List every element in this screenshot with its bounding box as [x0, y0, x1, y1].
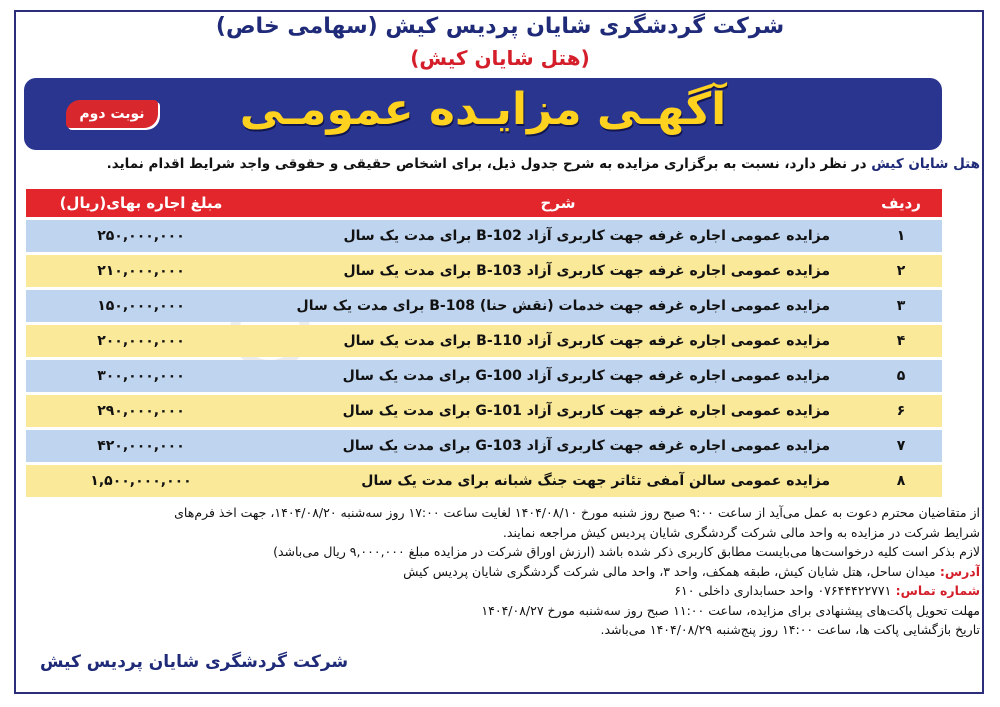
row-amount: ۲۰۰,۰۰۰,۰۰۰	[26, 325, 256, 357]
address-value: میدان ساحل، هتل شایان کیش، طبقه همکف، واحد ۳، واحد مالی شرکت گردشگری شایان پردیس کیش	[403, 563, 936, 579]
table-row	[26, 255, 942, 287]
row-amount: ۲۹۰,۰۰۰,۰۰۰	[26, 395, 256, 427]
second-round-badge: نوبت دوم	[66, 100, 158, 128]
row-index: ۱	[860, 220, 942, 252]
row-description: مزایده عمومی اجاره غرفه جهت کاربری آزاد B-102 برای مدت یک سال	[256, 220, 860, 252]
table-row	[26, 325, 942, 357]
phone-label: شماره تماس:	[891, 583, 980, 598]
hotel-subtitle: (هتل شایان کیش)	[410, 46, 590, 70]
row-description: مزایده عمومی اجاره غرفه جهت کاربری آزاد B-103 برای مدت یک سال	[256, 255, 860, 287]
table-header-row	[26, 189, 942, 217]
opening-date: تاریخ بازگشایی پاکت ها، ساعت ۱۴:۰۰ روز پنج‌شنبه ۱۴۰۴/۰۸/۲۹ می‌باشد.	[600, 622, 980, 637]
table-row	[26, 395, 942, 427]
phone-line	[20, 581, 980, 601]
row-amount: ۳۰۰,۰۰۰,۰۰۰	[26, 360, 256, 392]
row-index: ۷	[860, 430, 942, 462]
row-amount: ۴۲۰,۰۰۰,۰۰۰	[26, 430, 256, 462]
auction-banner	[24, 78, 942, 150]
row-amount: ۱۵۰,۰۰۰,۰۰۰	[26, 290, 256, 322]
row-description: مزایده عمومی سالن آمفی تئاتر جهت جنگ شبانه برای مدت یک سال	[256, 465, 860, 497]
company-title: شرکت گردشگری شایان پردیس کیش (سهامی خاص)	[215, 14, 785, 39]
row-amount: ۱,۵۰۰,۰۰۰,۰۰۰	[26, 465, 256, 497]
table-row	[26, 220, 942, 252]
row-amount: ۲۱۰,۰۰۰,۰۰۰	[26, 255, 256, 287]
submission-deadline: مهلت تحویل پاکت‌های پیشنهادی برای مزایده، ساعت ۱۱:۰۰ صبح روز سه‌شنبه مورخ ۱۴۰۴/۰۸/۲۷	[481, 602, 980, 618]
row-amount: ۲۵۰,۰۰۰,۰۰۰	[26, 220, 256, 252]
table-row	[26, 430, 942, 462]
row-index: ۳	[860, 290, 942, 322]
header-index: ردیف	[860, 189, 942, 217]
address-label: آدرس:	[935, 563, 980, 579]
header-amount: مبلغ اجاره بهای(ریال)	[26, 189, 256, 217]
notice-footer	[20, 503, 980, 640]
table-row	[26, 360, 942, 392]
table-row	[26, 290, 942, 322]
row-description: مزایده عمومی اجاره غرفه جهت کاربری آزاد G-103 برای مدت یک سال	[256, 430, 860, 462]
requirements-note: لازم بذکر است کلیه درخواست‌ها می‌بایست مطابق کاربری ذکر شده باشد (ارزش اوراق شرکت در مزایده مبلغ ۹,۰۰۰,۰۰۰ ریال می‌باشد)	[273, 544, 980, 559]
row-description: مزایده عمومی اجاره غرفه جهت کاربری آزاد G-101 برای مدت یک سال	[256, 395, 860, 427]
invitation-text-cont: شرایط شرکت در مزایده به واحد مالی شرکت گردشگری شایان پردیس کیش مراجعه نمایند.	[502, 524, 980, 540]
company-signature: شرکت گردشگری شایان پردیس کیش	[40, 652, 349, 672]
intro-text	[20, 156, 980, 172]
auction-table	[26, 186, 942, 500]
row-index: ۲	[860, 255, 942, 287]
table-row	[26, 465, 942, 497]
invitation-text: از متقاضیان محترم دعوت به عمل می‌آید از ساعت ۹:۰۰ صبح روز شنبه مورخ ۱۴۰۴/۰۸/۱۰ لغایت ساعت ۱۷:۰۰ روز سه‌شنبه ۱۴۰۴/۰۸/۲۰، جهت اخذ فرم‌های	[174, 505, 980, 520]
row-index: ۴	[860, 325, 942, 357]
header-description: شرح	[256, 189, 860, 217]
row-description: مزایده عمومی اجاره غرفه جهت کاربری آزاد B-110 برای مدت یک سال	[256, 325, 860, 357]
address-line	[20, 562, 980, 582]
intro-body: در نظر دارد، نسبت به برگزاری مزایده به شرح جدول ذیل، برای اشخاص حقیقی و حقوقی واجد شرایط اقدام نماید.	[106, 156, 872, 172]
row-description: مزایده عمومی اجاره غرفه جهت کاربری آزاد G-100 برای مدت یک سال	[256, 360, 860, 392]
row-index: ۸	[860, 465, 942, 497]
intro-hotel-name: هتل شایان کیش	[871, 156, 980, 172]
row-index: ۶	[860, 395, 942, 427]
banner-title: آگهـی مزایـده عمومـی	[239, 84, 727, 135]
row-index: ۵	[860, 360, 942, 392]
phone-value: ۰۷۶۴۴۴۲۲۷۷۱ واحد حسابداری داخلی ۶۱۰	[674, 583, 892, 598]
row-description: مزایده عمومی اجاره غرفه جهت خدمات (نقش حنا) B-108 برای مدت یک سال	[256, 290, 860, 322]
